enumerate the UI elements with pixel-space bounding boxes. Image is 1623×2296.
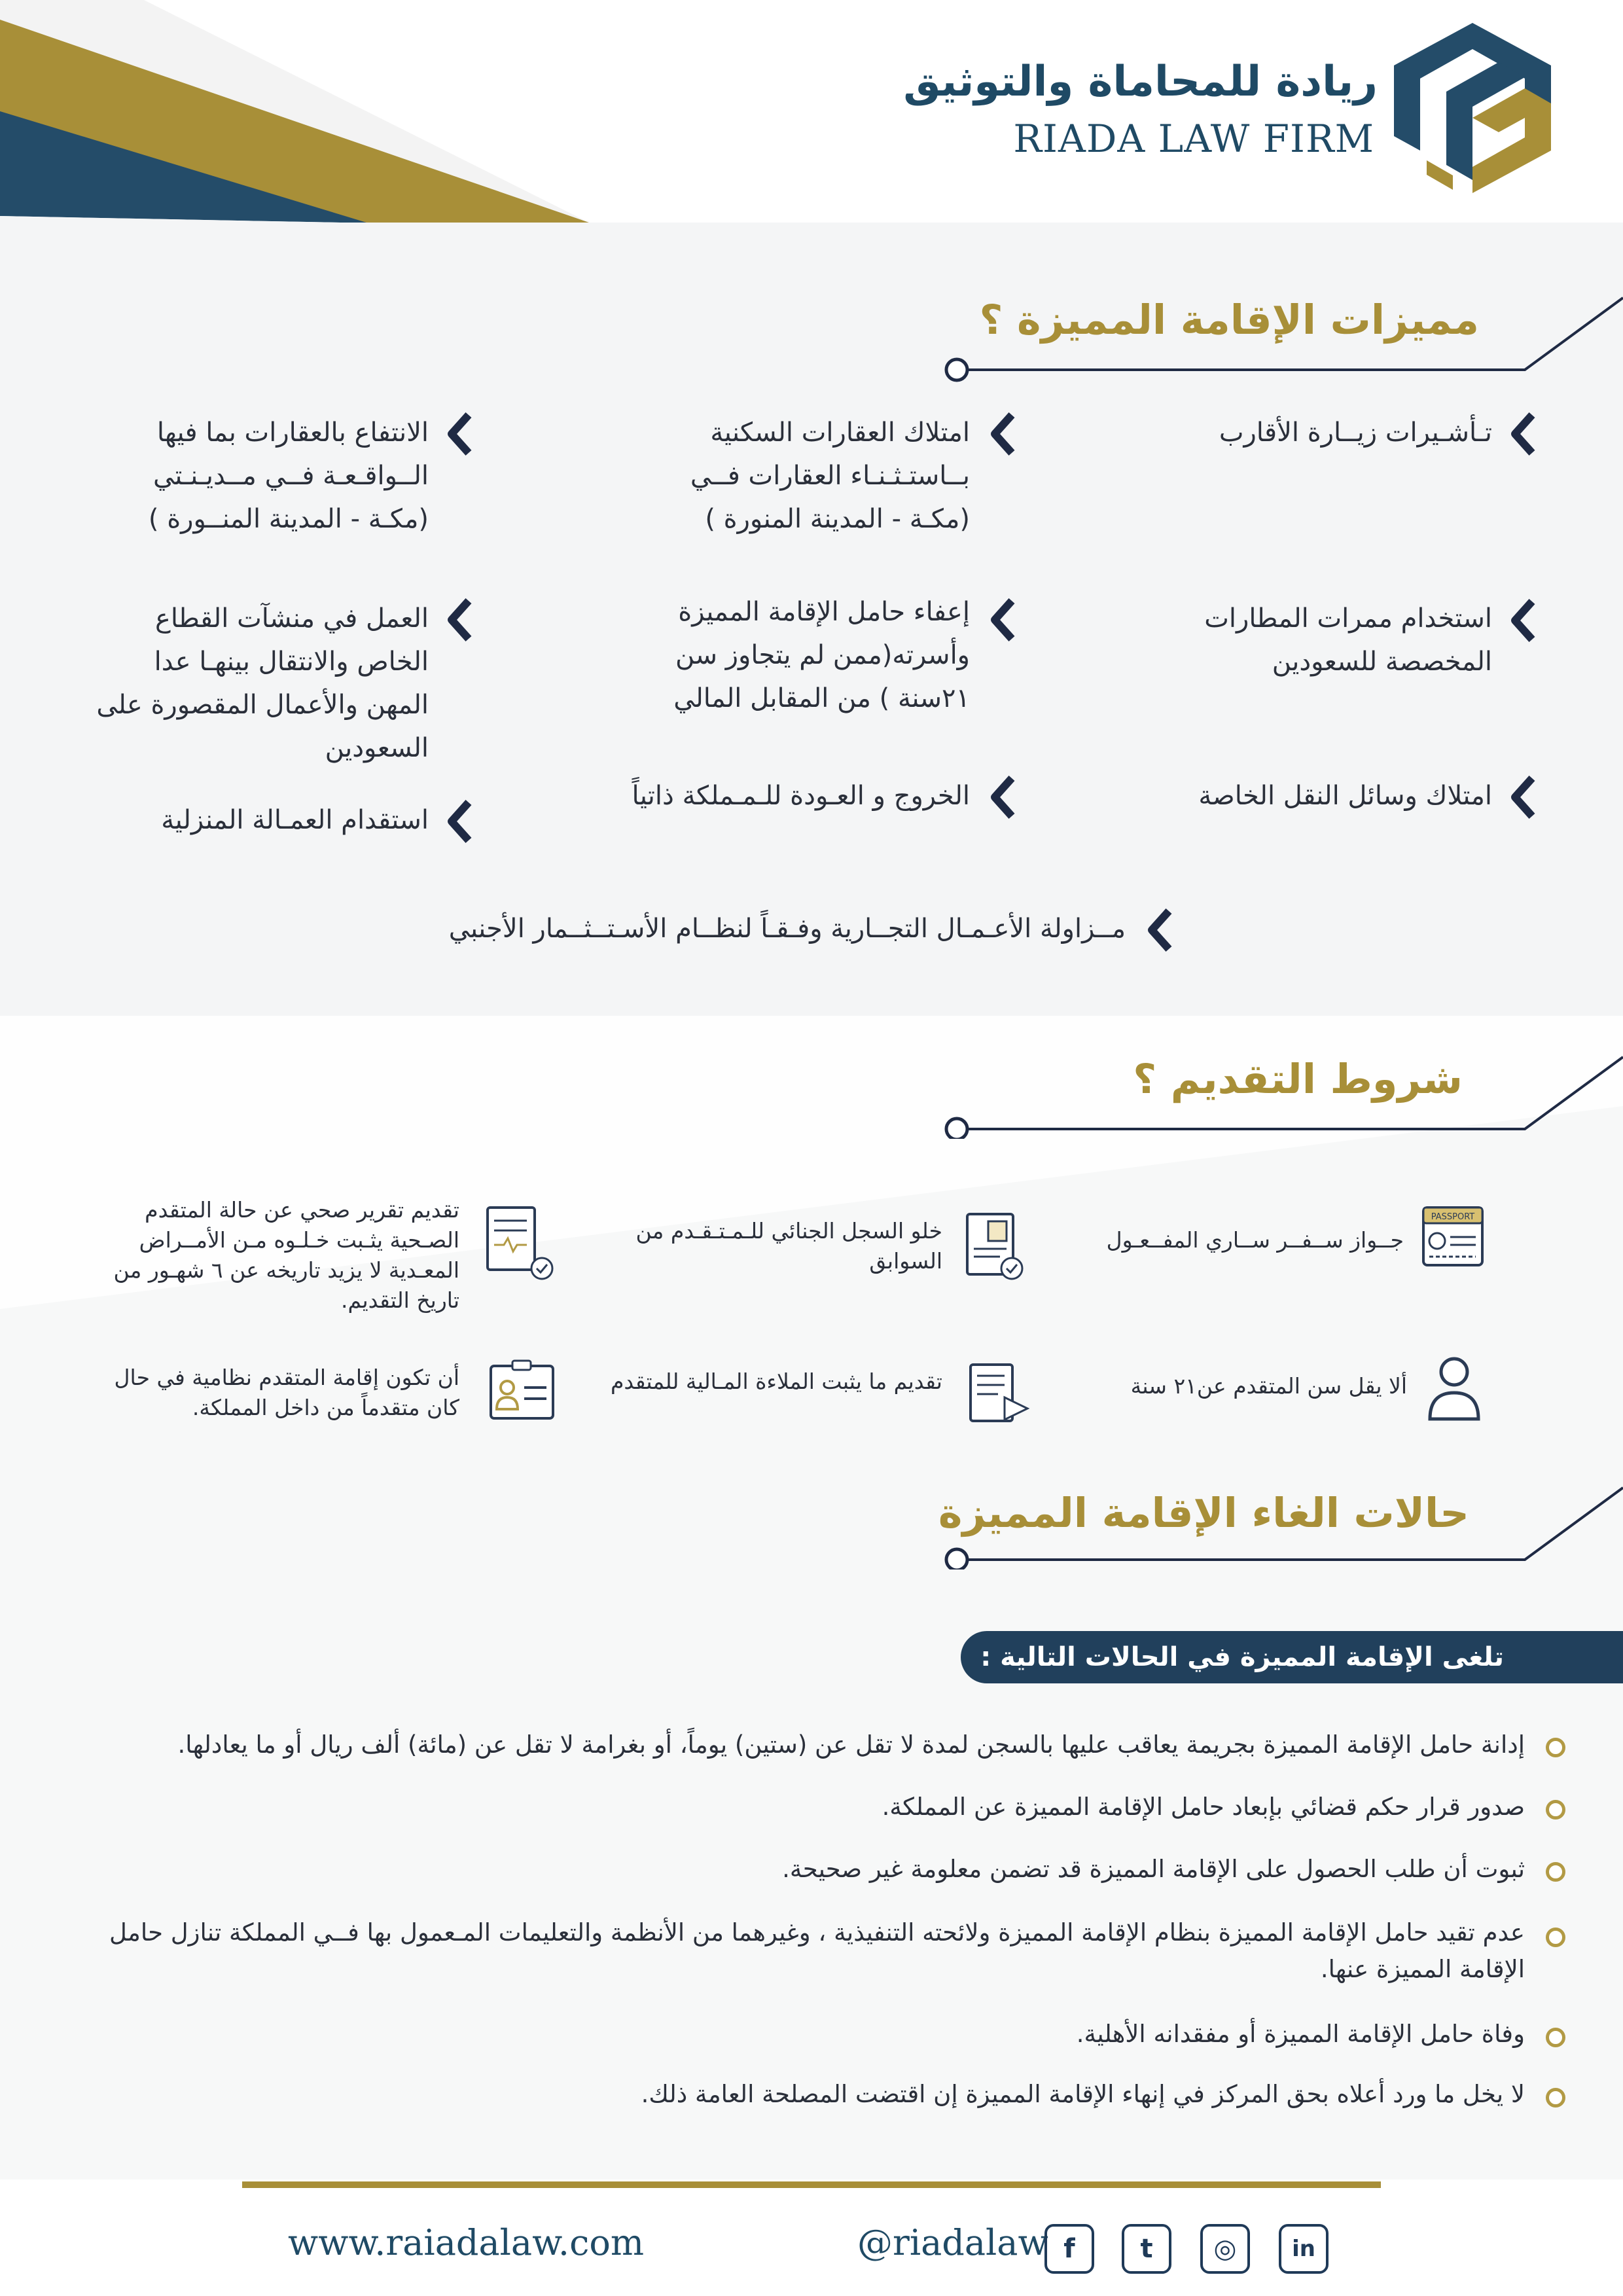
linkedin-icon[interactable]: in	[1279, 2224, 1329, 2274]
cancellation-item: وفاة حامل الإقامة المميزة أو مفقدانه الأهلية.	[1076, 2020, 1525, 2048]
financial-document-icon	[965, 1361, 1031, 1427]
bullet-circle-icon	[1546, 1862, 1565, 1882]
criminal-record-icon	[961, 1211, 1026, 1283]
feature-item: العمل في منشآت القطاع الخاص والانتقال بينهـا عدا المهن والأعمال المقصورة على السعودين	[96, 603, 429, 763]
cancellation-item: ثبوت أن طلب الحصول على الإقامة المميزة قد تضمن معلومة غير صحيحة.	[782, 1855, 1525, 1883]
feature-item: استخدام ممرات المطارات المخصصة للسعودين	[1204, 603, 1492, 677]
footer-divider	[242, 2181, 1381, 2188]
twitter-icon[interactable]: t	[1122, 2224, 1171, 2274]
condition-item: ألا يقل سن المتقدم عن٢١ سنة	[1130, 1373, 1407, 1399]
feature-item: تـأشـيرات زيــارة الأقارب	[1219, 418, 1492, 448]
cancellation-item: عدم تقيد حامل الإقامة المميزة بنظام الإقامة المميزة ولائحته التنفيذية ، وغيرهما من الأنظمة والتعليمات المـعمول بها فــي المملكة تنازل حامل الإقامة المميزة عنها.	[109, 1918, 1525, 1983]
website-link[interactable]: www.raiadalaw.com	[288, 2222, 645, 2263]
cancellation-title: حالات الغاء الإقامة المميزة	[938, 1489, 1469, 1537]
chevron-left-icon	[1508, 598, 1537, 643]
cancellation-item: إدانة حامل الإقامة المميزة بجريمة يعاقب عليها بالسجن لمدة لا تقل عن (ستين) يوماً، أو بغرامة لا تقل عن (مائة) ألف ريال أو ما يعادلها.	[177, 1731, 1525, 1759]
logo-text-english: RIADA LAW FIRM	[1013, 117, 1374, 161]
bullet-circle-icon	[1546, 1928, 1565, 1947]
cancellation-item: لا يخل ما ورد أعلاه بحق المركز في إنهاء الإقامة المميزة إن اقتضت المصلحة العامة ذلك.	[641, 2080, 1525, 2108]
chevron-left-icon	[445, 411, 474, 457]
feature-item: امتلاك وسائل النقل الخاصة	[1198, 781, 1492, 811]
facebook-icon[interactable]: f	[1044, 2224, 1094, 2274]
feature-item: امتلاك العقارات السكنية بــاستـثـنـاء العقارات فــي (مكـة - المدينة المنورة )	[690, 418, 970, 534]
bullet-circle-icon	[1546, 2088, 1565, 2108]
svg-text:PASSPORT: PASSPORT	[1431, 1212, 1475, 1222]
bullet-circle-icon	[1546, 1800, 1565, 1820]
chevron-left-icon	[445, 597, 474, 643]
passport-icon	[1420, 1204, 1486, 1270]
bullet-circle-icon	[1546, 1738, 1565, 1757]
social-handle[interactable]: @riadalaw	[857, 2222, 1048, 2263]
conditions-title: شروط التقديم ؟	[1133, 1055, 1463, 1103]
condition-item: تقديم ما يثبت الملاءة المـالية للمتقدم	[610, 1369, 942, 1394]
bullet-circle-icon	[1546, 2028, 1565, 2047]
condition-item: أن تكون إقامة المتقدم نظامية في حال كان متقدماً من داخل المملكة.	[114, 1365, 459, 1420]
features-title: مميزات الإقامة المميزة ؟	[979, 296, 1479, 344]
user-icon	[1423, 1354, 1486, 1422]
condition-item: خلو السجل الجنائي للـمـتـقـدم من السوابق	[635, 1218, 942, 1274]
chevron-left-icon	[988, 774, 1017, 820]
feature-item: مــزاولة الأعـمـال التجــارية وفـقـاً لنظــام الأسـتــثــمار الأجنبي	[448, 914, 1126, 944]
chevron-left-icon	[1508, 774, 1537, 820]
logo-mark	[1387, 20, 1558, 196]
instagram-icon[interactable]: ◎	[1200, 2224, 1250, 2274]
chevron-left-icon	[988, 411, 1017, 457]
feature-item: إعفاء حامل الإقامة المميزة وأسرته(ممن لم يتجاوز سن ٢١سنة ) من المقابل المالي	[673, 597, 970, 713]
feature-item: استقدام العمـالة المنزلية	[161, 805, 429, 835]
chevron-left-icon	[988, 597, 1017, 643]
logo-text-arabic: ريادة للمحاماة والتوثيق	[903, 58, 1378, 106]
residency-card-icon	[488, 1358, 556, 1424]
feature-item: الخروج و العـودة للـمـملكة ذاتياً	[632, 781, 970, 811]
cancellation-banner: تلغى الإقامة المميزة في الحالات التالية :	[961, 1631, 1623, 1683]
chevron-left-icon	[1145, 907, 1174, 953]
chevron-left-icon	[445, 798, 474, 844]
feature-item: الانتفاع بالعقارات بما فيها الــواقـعـة فــي مــديـنـتي (مكـة - المدينة المنــورة )	[148, 418, 429, 534]
condition-item: جــواز ســفــر ســاري المفــعـول	[1106, 1227, 1404, 1253]
medical-report-icon	[484, 1204, 556, 1283]
chevron-left-icon	[1508, 411, 1537, 457]
condition-item: تقديم تقرير صحي عن حالة المتقدم الصـحية يثـبت خـلـوه مـن الأمــراض المعـدية لا يزيد تاريخه عن ٦ شهـور من تاريخ التقديم.	[113, 1197, 459, 1313]
cancellation-item: صدور قرار حكم قضائي بإبعاد حامل الإقامة المميزة عن المملكة.	[882, 1793, 1525, 1821]
